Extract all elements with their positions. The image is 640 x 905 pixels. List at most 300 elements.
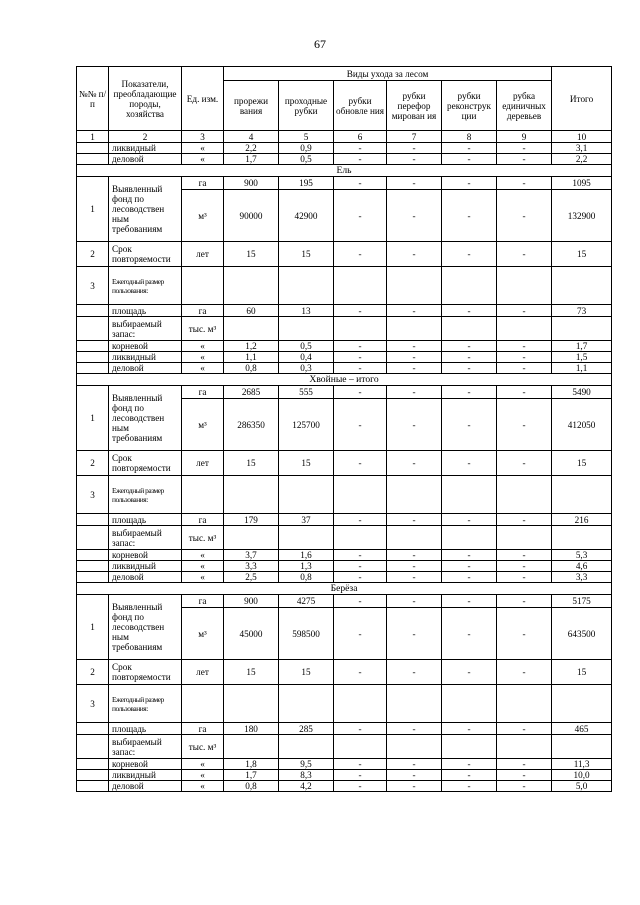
empty-cell xyxy=(77,550,109,561)
value-cell: 90000 xyxy=(224,190,279,242)
value-cell: 2,2 xyxy=(552,154,612,165)
unit-cell: « xyxy=(182,561,224,572)
value-cell: - xyxy=(387,723,442,735)
value-cell: - xyxy=(497,514,552,526)
value-cell: - xyxy=(442,595,497,608)
value-cell: - xyxy=(387,177,442,190)
value-cell: 15 xyxy=(279,660,334,685)
table-row xyxy=(77,242,612,267)
column-number: 9 xyxy=(497,131,552,143)
value-cell: 0,8 xyxy=(224,781,279,792)
value-cell: - xyxy=(387,386,442,399)
table-row xyxy=(77,317,612,341)
indicator-label: корневой xyxy=(109,550,182,561)
value-cell: - xyxy=(497,363,552,374)
value-cell: - xyxy=(334,363,387,374)
value-cell: 195 xyxy=(279,177,334,190)
unit-cell: лет xyxy=(182,660,224,685)
header-unit: Ед. изм. xyxy=(182,67,224,131)
section-title: Берёза xyxy=(77,583,612,595)
value-cell: 1,7 xyxy=(224,770,279,781)
indicator-label: ликвидный xyxy=(109,143,182,154)
section-title: Хвойные – итого xyxy=(77,374,612,386)
column-number: 7 xyxy=(387,131,442,143)
value-cell: 45000 xyxy=(224,608,279,660)
indicator-label: Ежегодный размер пользования: xyxy=(109,267,182,305)
unit-cell: « xyxy=(182,341,224,352)
indicator-label: площадь xyxy=(109,723,182,735)
value-cell: - xyxy=(442,572,497,583)
value-cell: - xyxy=(387,781,442,792)
unit-cell: « xyxy=(182,770,224,781)
value-cell: - xyxy=(387,572,442,583)
empty-cell xyxy=(552,735,612,759)
value-cell: - xyxy=(442,305,497,317)
empty-cell xyxy=(224,526,279,550)
header-num: №№ п/п xyxy=(77,67,109,131)
empty-cell xyxy=(77,770,109,781)
value-cell: - xyxy=(497,770,552,781)
unit-cell: га xyxy=(182,595,224,608)
indicator-label: выбираемый запас: xyxy=(109,526,182,550)
value-cell: 15 xyxy=(552,660,612,685)
table-row xyxy=(77,561,612,572)
empty-cell xyxy=(279,476,334,514)
table-row xyxy=(77,352,612,363)
value-cell: - xyxy=(497,451,552,476)
value-cell: - xyxy=(387,242,442,267)
empty-cell xyxy=(77,723,109,735)
value-cell: 1,1 xyxy=(552,363,612,374)
value-cell: 4,2 xyxy=(279,781,334,792)
empty-cell xyxy=(387,476,442,514)
empty-cell xyxy=(224,685,279,723)
value-cell: - xyxy=(497,550,552,561)
value-cell: - xyxy=(442,608,497,660)
empty-cell xyxy=(77,143,109,154)
row-number: 2 xyxy=(77,451,109,476)
empty-cell xyxy=(552,476,612,514)
value-cell: 15 xyxy=(224,660,279,685)
section-title: Ель xyxy=(77,165,612,177)
table-row xyxy=(77,595,612,608)
value-cell: 465 xyxy=(552,723,612,735)
table-row xyxy=(77,759,612,770)
value-cell: - xyxy=(387,352,442,363)
indicator-label: Срок повторяемости xyxy=(109,451,182,476)
value-cell: 900 xyxy=(224,595,279,608)
value-cell: 13 xyxy=(279,305,334,317)
value-cell: - xyxy=(387,595,442,608)
column-number: 10 xyxy=(552,131,612,143)
value-cell: 0,5 xyxy=(279,341,334,352)
table-row xyxy=(77,735,612,759)
value-cell: 5,0 xyxy=(552,781,612,792)
table-row xyxy=(77,267,612,305)
empty-cell xyxy=(224,476,279,514)
indicator-label: Выявленный фонд по лесоводствен ным требованиям xyxy=(109,386,182,451)
value-cell: 643500 xyxy=(552,608,612,660)
header-indicator: Показатели, преобладающие породы, хозяйства xyxy=(109,67,182,131)
value-cell: - xyxy=(334,514,387,526)
value-cell: - xyxy=(334,572,387,583)
value-cell: 0,8 xyxy=(279,572,334,583)
indicator-label: ликвидный xyxy=(109,561,182,572)
value-cell: - xyxy=(497,723,552,735)
header-type: рубки перефор мирован ия xyxy=(387,81,442,131)
value-cell: 1095 xyxy=(552,177,612,190)
indicator-label: Выявленный фонд по лесоводствен ным требованиям xyxy=(109,595,182,660)
value-cell: 0,5 xyxy=(279,154,334,165)
indicator-label: корневой xyxy=(109,341,182,352)
value-cell: - xyxy=(497,154,552,165)
empty-cell xyxy=(77,352,109,363)
indicator-label: Ежегодный размер пользования: xyxy=(109,476,182,514)
unit-cell: « xyxy=(182,759,224,770)
value-cell: - xyxy=(442,399,497,451)
indicator-label: деловой xyxy=(109,572,182,583)
value-cell: 42900 xyxy=(279,190,334,242)
unit-cell: м³ xyxy=(182,608,224,660)
value-cell: 1,7 xyxy=(224,154,279,165)
section-title-row xyxy=(77,165,612,177)
value-cell: - xyxy=(442,660,497,685)
table-row xyxy=(77,550,612,561)
empty-cell xyxy=(442,267,497,305)
value-cell: 1,5 xyxy=(552,352,612,363)
empty-cell xyxy=(279,317,334,341)
empty-cell xyxy=(279,685,334,723)
empty-cell xyxy=(182,685,224,723)
value-cell: - xyxy=(497,608,552,660)
column-number: 2 xyxy=(109,131,182,143)
table-row xyxy=(77,685,612,723)
value-cell: 132900 xyxy=(552,190,612,242)
row-number: 3 xyxy=(77,476,109,514)
empty-cell xyxy=(279,526,334,550)
value-cell: - xyxy=(334,399,387,451)
value-cell: - xyxy=(387,759,442,770)
value-cell: 180 xyxy=(224,723,279,735)
value-cell: 0,9 xyxy=(279,143,334,154)
value-cell: - xyxy=(442,561,497,572)
empty-cell xyxy=(182,267,224,305)
empty-cell xyxy=(77,735,109,759)
unit-cell: « xyxy=(182,781,224,792)
table-row xyxy=(77,770,612,781)
unit-cell: га xyxy=(182,177,224,190)
unit-cell: « xyxy=(182,352,224,363)
empty-cell xyxy=(497,735,552,759)
value-cell: 285 xyxy=(279,723,334,735)
value-cell: 286350 xyxy=(224,399,279,451)
value-cell: - xyxy=(334,561,387,572)
row-number: 3 xyxy=(77,267,109,305)
column-number: 1 xyxy=(77,131,109,143)
value-cell: 3,1 xyxy=(552,143,612,154)
empty-cell xyxy=(442,317,497,341)
value-cell: - xyxy=(497,572,552,583)
column-number: 5 xyxy=(279,131,334,143)
value-cell: 598500 xyxy=(279,608,334,660)
value-cell: 1,3 xyxy=(279,561,334,572)
unit-cell: тыс. м³ xyxy=(182,526,224,550)
value-cell: - xyxy=(497,595,552,608)
empty-cell xyxy=(497,526,552,550)
row-number: 1 xyxy=(77,386,109,451)
table-row xyxy=(77,341,612,352)
unit-cell: « xyxy=(182,154,224,165)
row-number: 3 xyxy=(77,685,109,723)
indicator-label: корневой xyxy=(109,759,182,770)
indicator-label: Ежегодный размер пользования: xyxy=(109,685,182,723)
indicator-label: выбираемый запас: xyxy=(109,735,182,759)
value-cell: 4,6 xyxy=(552,561,612,572)
value-cell: - xyxy=(442,386,497,399)
unit-cell: « xyxy=(182,572,224,583)
value-cell: 1,1 xyxy=(224,352,279,363)
value-cell: - xyxy=(497,242,552,267)
table-row xyxy=(77,723,612,735)
empty-cell xyxy=(77,572,109,583)
table-row xyxy=(77,386,612,399)
value-cell: 2685 xyxy=(224,386,279,399)
value-cell: - xyxy=(334,550,387,561)
indicator-label: выбираемый запас: xyxy=(109,317,182,341)
value-cell: - xyxy=(442,154,497,165)
section-title-row xyxy=(77,374,612,386)
value-cell: - xyxy=(387,550,442,561)
column-number: 8 xyxy=(442,131,497,143)
table-row xyxy=(77,177,612,190)
value-cell: - xyxy=(497,399,552,451)
empty-cell xyxy=(387,735,442,759)
unit-cell: га xyxy=(182,514,224,526)
value-cell: 73 xyxy=(552,305,612,317)
value-cell: - xyxy=(387,660,442,685)
value-cell: 5175 xyxy=(552,595,612,608)
indicator-label: деловой xyxy=(109,363,182,374)
value-cell: 2,5 xyxy=(224,572,279,583)
value-cell: 555 xyxy=(279,386,334,399)
value-cell: - xyxy=(334,386,387,399)
table-row xyxy=(77,660,612,685)
empty-cell xyxy=(387,317,442,341)
value-cell: - xyxy=(442,451,497,476)
empty-cell xyxy=(442,685,497,723)
value-cell: - xyxy=(334,305,387,317)
value-cell: - xyxy=(497,143,552,154)
value-cell: 15 xyxy=(279,242,334,267)
value-cell: - xyxy=(497,177,552,190)
empty-cell xyxy=(224,267,279,305)
value-cell: - xyxy=(442,514,497,526)
empty-cell xyxy=(77,526,109,550)
table-row xyxy=(77,526,612,550)
table-row xyxy=(77,363,612,374)
value-cell: - xyxy=(442,190,497,242)
unit-cell: тыс. м³ xyxy=(182,317,224,341)
unit-cell: га xyxy=(182,723,224,735)
empty-cell xyxy=(497,317,552,341)
empty-cell xyxy=(77,514,109,526)
empty-cell xyxy=(497,685,552,723)
page-number: 67 xyxy=(314,37,326,51)
empty-cell xyxy=(334,685,387,723)
indicator-label: деловой xyxy=(109,154,182,165)
value-cell: 11,3 xyxy=(552,759,612,770)
value-cell: - xyxy=(442,781,497,792)
value-cell: - xyxy=(442,341,497,352)
value-cell: 3,3 xyxy=(224,561,279,572)
table-row xyxy=(77,476,612,514)
value-cell: 8,3 xyxy=(279,770,334,781)
value-cell: - xyxy=(387,561,442,572)
column-number: 3 xyxy=(182,131,224,143)
indicator-label: Срок повторяемости xyxy=(109,242,182,267)
header-type: рубки обновле ния xyxy=(334,81,387,131)
value-cell: - xyxy=(442,143,497,154)
empty-cell xyxy=(224,317,279,341)
value-cell: - xyxy=(387,770,442,781)
value-cell: - xyxy=(387,190,442,242)
header-type: рубка единичных деревьев xyxy=(497,81,552,131)
value-cell: - xyxy=(334,660,387,685)
table-row xyxy=(77,451,612,476)
value-cell: - xyxy=(442,550,497,561)
value-cell: - xyxy=(334,595,387,608)
value-cell: 125700 xyxy=(279,399,334,451)
value-cell: - xyxy=(497,305,552,317)
value-cell: - xyxy=(387,154,442,165)
unit-cell: м³ xyxy=(182,190,224,242)
header-row-1 xyxy=(77,67,612,81)
value-cell: - xyxy=(387,341,442,352)
empty-cell xyxy=(279,735,334,759)
value-cell: - xyxy=(334,759,387,770)
value-cell: - xyxy=(334,341,387,352)
empty-cell xyxy=(77,305,109,317)
empty-cell xyxy=(224,735,279,759)
empty-cell xyxy=(334,317,387,341)
value-cell: - xyxy=(387,514,442,526)
empty-cell xyxy=(387,267,442,305)
value-cell: 10,0 xyxy=(552,770,612,781)
indicator-label: площадь xyxy=(109,514,182,526)
empty-cell xyxy=(77,781,109,792)
empty-cell xyxy=(182,476,224,514)
value-cell: - xyxy=(442,759,497,770)
value-cell: 3,7 xyxy=(224,550,279,561)
value-cell: - xyxy=(387,363,442,374)
value-cell: - xyxy=(442,363,497,374)
value-cell: 900 xyxy=(224,177,279,190)
row-number: 1 xyxy=(77,177,109,242)
value-cell: 15 xyxy=(224,242,279,267)
value-cell: - xyxy=(334,608,387,660)
table-row xyxy=(77,305,612,317)
value-cell: 9,5 xyxy=(279,759,334,770)
empty-cell xyxy=(442,526,497,550)
empty-cell xyxy=(77,363,109,374)
value-cell: 0,4 xyxy=(279,352,334,363)
indicator-label: Срок повторяемости xyxy=(109,660,182,685)
empty-cell xyxy=(442,476,497,514)
unit-cell: тыс. м³ xyxy=(182,735,224,759)
value-cell: - xyxy=(497,561,552,572)
forest-care-table xyxy=(76,66,612,792)
value-cell: 3,3 xyxy=(552,572,612,583)
table-row xyxy=(77,572,612,583)
value-cell: - xyxy=(442,723,497,735)
column-number: 6 xyxy=(334,131,387,143)
unit-cell: м³ xyxy=(182,399,224,451)
value-cell: 1,7 xyxy=(552,341,612,352)
value-cell: - xyxy=(497,759,552,770)
value-cell: - xyxy=(497,386,552,399)
value-cell: - xyxy=(387,305,442,317)
value-cell: - xyxy=(334,781,387,792)
value-cell: 5490 xyxy=(552,386,612,399)
value-cell: - xyxy=(387,143,442,154)
value-cell: 15 xyxy=(279,451,334,476)
empty-cell xyxy=(497,267,552,305)
unit-cell: га xyxy=(182,386,224,399)
indicator-label: ликвидный xyxy=(109,352,182,363)
empty-cell xyxy=(77,154,109,165)
empty-cell xyxy=(387,685,442,723)
value-cell: 5,3 xyxy=(552,550,612,561)
section-title-row xyxy=(77,583,612,595)
header-care-types: Виды ухода за лесом xyxy=(224,67,552,81)
empty-cell xyxy=(77,341,109,352)
unit-cell: « xyxy=(182,550,224,561)
value-cell: 60 xyxy=(224,305,279,317)
header-total: Итого xyxy=(552,67,612,131)
value-cell: 412050 xyxy=(552,399,612,451)
value-cell: 37 xyxy=(279,514,334,526)
value-cell: 0,3 xyxy=(279,363,334,374)
value-cell: - xyxy=(334,190,387,242)
value-cell: - xyxy=(442,770,497,781)
unit-cell: « xyxy=(182,143,224,154)
empty-cell xyxy=(279,267,334,305)
value-cell: 4275 xyxy=(279,595,334,608)
value-cell: 15 xyxy=(552,451,612,476)
empty-cell xyxy=(552,267,612,305)
row-number: 2 xyxy=(77,660,109,685)
table-row xyxy=(77,514,612,526)
indicator-label: площадь xyxy=(109,305,182,317)
value-cell: 2,2 xyxy=(224,143,279,154)
value-cell: - xyxy=(442,242,497,267)
value-cell: - xyxy=(334,770,387,781)
indicator-label: Выявленный фонд по лесоводствен ным требованиям xyxy=(109,177,182,242)
value-cell: - xyxy=(334,177,387,190)
empty-cell xyxy=(77,561,109,572)
value-cell: - xyxy=(497,341,552,352)
empty-cell xyxy=(552,317,612,341)
value-cell: - xyxy=(497,352,552,363)
value-cell: - xyxy=(334,242,387,267)
empty-cell xyxy=(334,476,387,514)
value-cell: 15 xyxy=(224,451,279,476)
value-cell: - xyxy=(334,723,387,735)
value-cell: 1,8 xyxy=(224,759,279,770)
value-cell: 1,6 xyxy=(279,550,334,561)
value-cell: - xyxy=(442,352,497,363)
value-cell: - xyxy=(387,399,442,451)
